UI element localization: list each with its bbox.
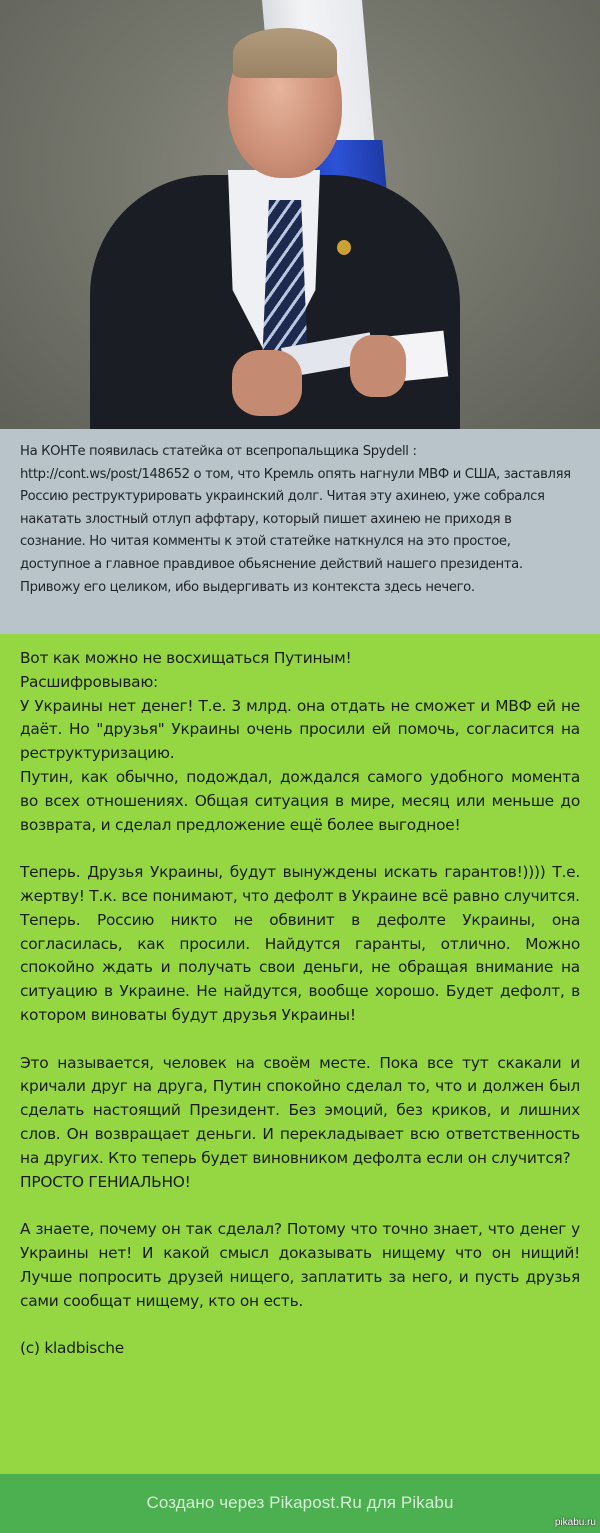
- quote-paragraph: А знаете, почему он так сделал? Потому что точно знает, что денег у Украины нет! И какой смысл доказывать нищему что он нищий! Лучше попросить друзей нищего, заплатить за него, и пусть друзья сами сообщат нищему, кто он есть.: [20, 1220, 580, 1310]
- intro-paragraph: На КОНТе появилась статейка от всепропальщика Spydell : http://cont.ws/post/148652 о том, что Кремль опять нагнули МВФ и США, заставляя Россию реструктурировать украинский долг. Читая эту ахинею, уже собрался накатать злостный отлуп аффтару, который пишет ахинею не приходя в сознание. Но читая комменты к этой статейке наткнулся на это простое, доступное а главное правдивое обьяснение действий нашего президента. Привожу его целиком, ибо выдергивать из контекста здесь нечего.: [20, 444, 571, 595]
- quote-paragraph: Это называется, человек на своём месте. Пока все тут скакали и кричали друг на друга, Путин спокойно сделал то, что и должен был сделать настоящий Президент. Без эмоций, без криков, и лишних слов. Он возвращает деньги. И перекладывает всю ответственность на других. Кто теперь будет виновником дефолта если он случится?: [20, 1053, 580, 1167]
- hair: [233, 28, 337, 78]
- quote-emphasis: ПРОСТО ГЕНИАЛЬНО!: [20, 1172, 191, 1191]
- intro-block: [0, 429, 600, 634]
- quote-attribution: (c) kladbische: [20, 1339, 125, 1358]
- footer-credit: Создано через Pikapost.Ru для Pikabu: [146, 1493, 454, 1512]
- spacer: [20, 837, 580, 861]
- main-quote-block: [0, 634, 600, 1474]
- lapel-pin-icon: [337, 240, 351, 255]
- spacer: [20, 1313, 580, 1337]
- pikabu-watermark: pikabu.ru: [554, 1517, 596, 1528]
- right-hand: [350, 335, 406, 397]
- quote-line-1: Вот как можно не восхищаться Путиным!: [20, 649, 352, 667]
- footer-bar: [0, 1474, 600, 1532]
- spacer: [20, 1194, 580, 1218]
- quote-paragraph: Теперь. Друзья Украины, будут вынуждены искать гарантов!)))) Т.е. жертву! Т.к. все понимают, что дефолт в Украине всё равно случится.: [20, 863, 580, 905]
- spacer: [20, 1028, 580, 1052]
- quote-paragraph: У Украины нет денег! Т.е. 3 млрд. она отдать не сможет и МВФ ей не даёт. Но "друзья" Украины очень просили ей помочь, согласится на реструктуризацию.: [20, 696, 580, 763]
- quote-line-2: Расшифровываю:: [20, 672, 158, 691]
- quote-paragraph: Теперь. Россию никто не обвинит в дефолте Украины, она согласилась, как просили. Найдутся гаранты, отлично. Можно спокойно ждать и получать свои деньги, не обращая внимание на ситуацию в Украине. Не найдутся, вообще хорошо. Будет дефолт, в котором виноваты будут друзья Украины!: [20, 910, 580, 1024]
- quote-paragraph: Путин, как обычно, подождал, дождался самого удобного момента во всех отношениях. Общая ситуация в мире, месяц или меньше до возврата, и сделал предложение ещё более выгодное!: [20, 767, 580, 834]
- left-hand: [232, 350, 302, 416]
- post-image: [0, 0, 600, 429]
